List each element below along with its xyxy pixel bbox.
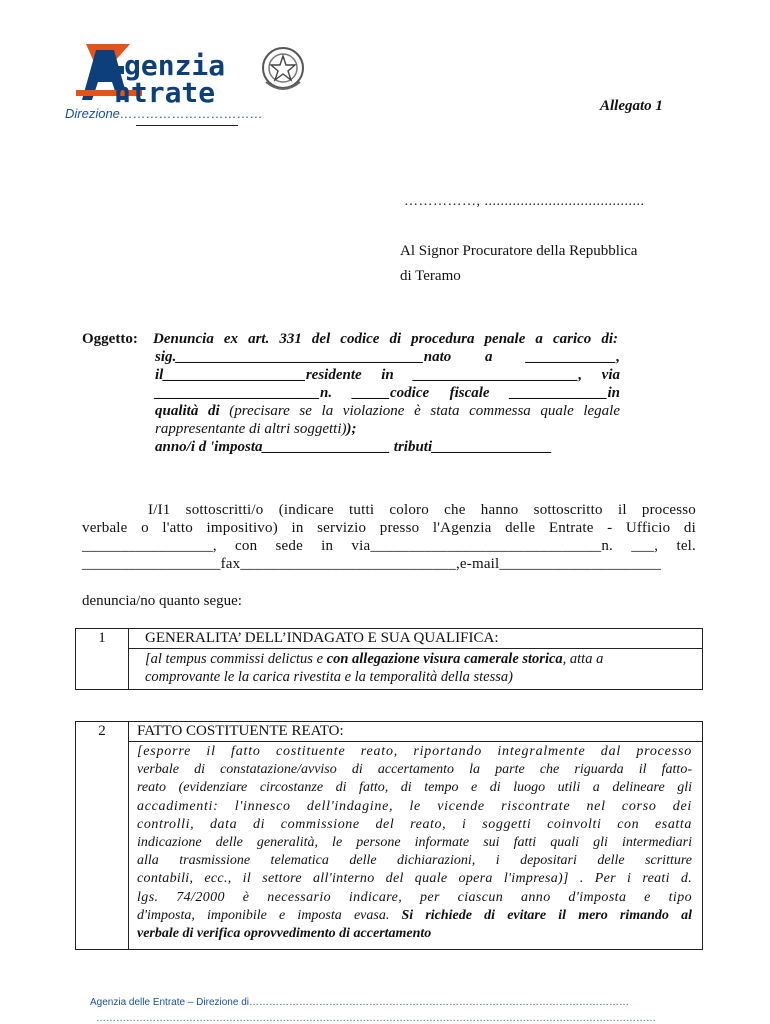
- oggetto-line-1: Denuncia ex art. 331 del codice di procedura penale a carico di:: [153, 331, 618, 347]
- direzione-underline: [136, 125, 238, 126]
- section-2-line-10: [137, 907, 692, 925]
- section-2-line-9: lgs. 74/2000 è necessario indicare, per ciascun anno d'imposta e tipo: [137, 889, 692, 905]
- section-2-line-6: indicazione delle generalità, le persone informate sui fatti quali gli intermediari: [137, 835, 692, 851]
- oggetto-line-7: anno/i d 'imposta_________________ tributi________________: [155, 439, 553, 455]
- qualita-label: qualità di: [155, 403, 220, 419]
- section-1-text-c: , atta a: [562, 651, 604, 667]
- intro-line-1: I/I1 sottoscritti/o (indicare tutti coloro che hanno sottoscritto il processo: [148, 502, 696, 518]
- section-2-line-5: controlli, data di commissione del reato, i soggetti coinvolti con esatta: [137, 816, 692, 832]
- section-1-body: [129, 649, 703, 690]
- intro-line-2: verbale o l'atto impositivo) in servizio presso l'Agenzia delle Entrate - Ufficio di: [82, 520, 696, 536]
- section-1-title: GENERALITA’ DELL’INDAGATO E SUA QUALIFICA:: [129, 629, 703, 649]
- intro-line-4: __________________fax____________________________,e-mail_____________________: [82, 556, 662, 572]
- oggetto-line-6: [155, 421, 620, 438]
- section-2-line-4: accadimenti: l'innesco dell'indagine, le vicende riscontrate nel corso dei: [137, 798, 692, 814]
- section-2-line-10-a: d'imposta, imponibile e imposta evasa.: [137, 907, 402, 923]
- recipient-line-2: di Teramo: [400, 268, 461, 284]
- section-2-table: [75, 721, 703, 950]
- oggetto-line-5: [155, 403, 620, 420]
- section-1-text-b: con allegazione visura camerale storica: [326, 651, 563, 667]
- section-2-line-3: reato (evidenziare circostanze di fatto, di tempo e di luogo utili a delineare gli: [137, 780, 692, 796]
- logo-word-genzia: genzia: [124, 49, 226, 82]
- footer-line-1: Agenzia delle Entrate – Direzione di……………………………………………………………………………………………………: [90, 997, 629, 1008]
- recipient-line-1: Al Signor Procuratore della Repubblica: [400, 243, 638, 259]
- qualita-note: (precisare se la violazione è stata commessa quale legale: [229, 403, 621, 419]
- denuncia-label: denuncia/no quanto segue:: [82, 593, 242, 609]
- intro-line-3: _________________, con sede in via______________________________n. ___, tel.: [82, 538, 696, 554]
- oggetto-line-4: ______________________n. _____codice fiscale _____________in: [155, 385, 620, 401]
- logo-word-ntrate: ntrate: [114, 76, 216, 109]
- qualita-note-cont: rappresentante di altri soggetti): [155, 421, 347, 437]
- oggetto-label: Oggetto:: [82, 331, 138, 347]
- oggetto-line-2: sig._________________________________nato a ____________,: [155, 349, 620, 365]
- section-2-line-7: alla trasmissione telematica delle dichiarazioni, i depositari delle scritture: [137, 853, 692, 869]
- allegato-label: Allegato 1: [600, 98, 663, 114]
- oggetto-line-3: il___________________residente in ______________________, via: [155, 367, 620, 383]
- republic-emblem-icon: [260, 44, 306, 100]
- section-2-line-10-b: Si richiede di evitare il mero rimando al: [401, 907, 692, 923]
- section-1-text-d: comprovante le la carica rivestita e la temporalità della stessa): [145, 669, 513, 685]
- section-1-text-a: [al tempus commissi delictus e: [145, 651, 327, 667]
- section-2-line-2: verbale di constatazione/avviso di accertamento la parte che riguarda il fatto-: [137, 762, 692, 778]
- section-2-line-11: verbale di verifica oprovvedimento di accertamento: [137, 926, 432, 942]
- agenzia-entrate-logo: [74, 44, 334, 110]
- direzione-label: Direzione……………………………: [65, 106, 263, 121]
- section-2-body: [129, 742, 703, 950]
- qualita-note-close: );: [346, 421, 357, 437]
- place-date-field: ……………, ........................................: [404, 194, 645, 209]
- section-2-number: 2: [76, 722, 129, 950]
- section-2-line-8: contabili, ecc., il settore all'interno del quale opera l'impresa)] . Per i reati d.: [137, 871, 692, 887]
- section-2-title: FATTO COSTITUENTE REATO:: [129, 722, 703, 742]
- section-1-number: 1: [76, 629, 129, 690]
- section-2-line-1: [esporre il fatto costituente reato, riportando integralmente dal processo: [137, 744, 692, 759]
- section-1-table: [75, 628, 703, 690]
- footer-line-2: ……………………………………………………………………………………………………………………………………………………: [96, 1013, 656, 1024]
